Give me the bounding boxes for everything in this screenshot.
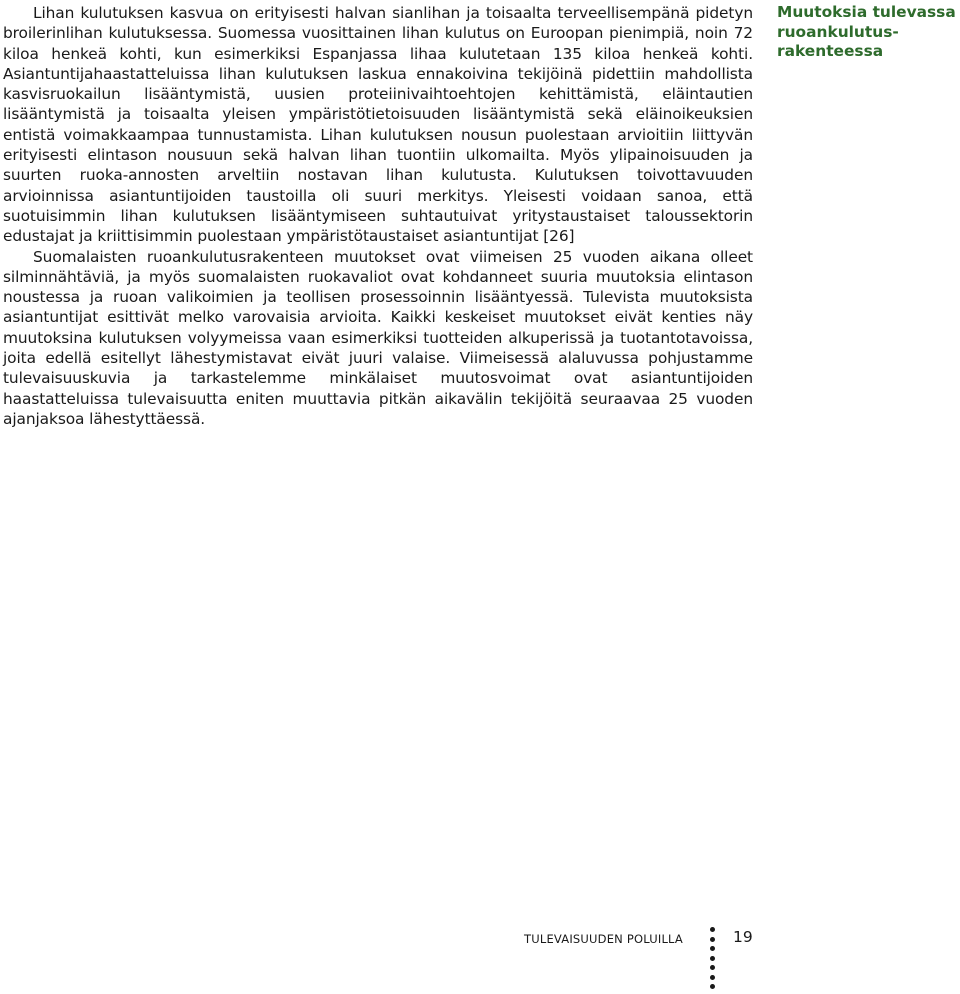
dot [710, 965, 715, 970]
dot [710, 937, 715, 942]
article-body [3, 3, 753, 429]
dot [710, 927, 715, 932]
page-number: 19 [733, 928, 753, 946]
sidebar-heading: Muutoksia tulevassa ruoankulutus-rakenteessa [777, 3, 956, 61]
paragraph-food-structure-changes: Suomalaisten ruoankulutusrakenteen muutokset ovat viimeisen 25 vuoden aikana olleet silminnähtäviä, ja myös suomalaisten ruokavaliot ovat kohdanneet suuria muutoksia elintason noustessa ja ruoan valikoimien ja teollisen prosessoinnin lisääntyessä. Tulevista muutoksista asiantuntijat esittivät melko varovaisia arvioita. Kaikki keskeiset muutokset eivät kenties näy muutoksina kulutuksen volyymeissa vaan esimerkiksi tuotteiden alkuperissä ja tuotantotavoissa, joita edellä esitellyt lähestymistavat eivät juuri valaise. Viimeisessä alaluvussa pohjustamme tulevaisuuskuvia ja tarkastelemme minkälaiset muutosvoimat ovat asiantuntijoiden haastatteluissa tulevaisuutta eniten muuttavia pitkän aikavälin tekijöitä seuraavaa 25 vuoden ajanjaksoa lähestyttäessä. [3, 247, 753, 428]
dot [710, 946, 715, 951]
footer-dots-decoration [709, 927, 717, 993]
dot [710, 984, 715, 989]
dot [710, 956, 715, 961]
paragraph-meat-consumption: Lihan kulutuksen kasvua on erityisesti halvan sianlihan ja toisaalta terveellisempänä pidetyn broilerinlihan kulutuksessa. Suomessa vuosittainen lihan kulutus on Euroopan pienimpiä, noin 72 kiloa henkeä kohti, kun esimerkiksi Espanjassa lihaa kulutetaan 135 kiloa henkeä kohti. Asiantuntijahaastatteluissa lihan kulutuksen laskua ennakoivina tekijöinä pidettiin mahdollista kasvisruokailun lisääntymistä, uusien proteiinivaihtoehtojen kehittämistä, eläintautien lisääntymistä ja toisaalta yleisen ympäristötietoisuuden lisääntymistä sekä eläinoikeuksien entistä voimakkaampaa tunnustamista. Lihan kulutuksen nousun puolestaan arvioitiin liittyvän erityisesti elintason nousuun sekä halvan lihan tuontiin ulkomailta. Myös ylipainoisuuden ja suurten ruoka-annosten arveltiin nostavan lihan kulutusta. Kulutuksen toivottavuuden arvioinnissa asiantuntijoiden taustoilla oli suuri merkitys. Yleisesti voidaan sanoa, että suotuisimmin lihan kulutuksen lisääntymiseen suhtautuivat yritystaustaiset taloussektorin edustajat ja kriittisimmin puolestaan ympäristötaustaiset asiantuntijat [26] [3, 4, 753, 246]
dot [710, 975, 715, 980]
footer-publication-title: TULEVAISUUDEN POLUILLA [524, 932, 683, 946]
